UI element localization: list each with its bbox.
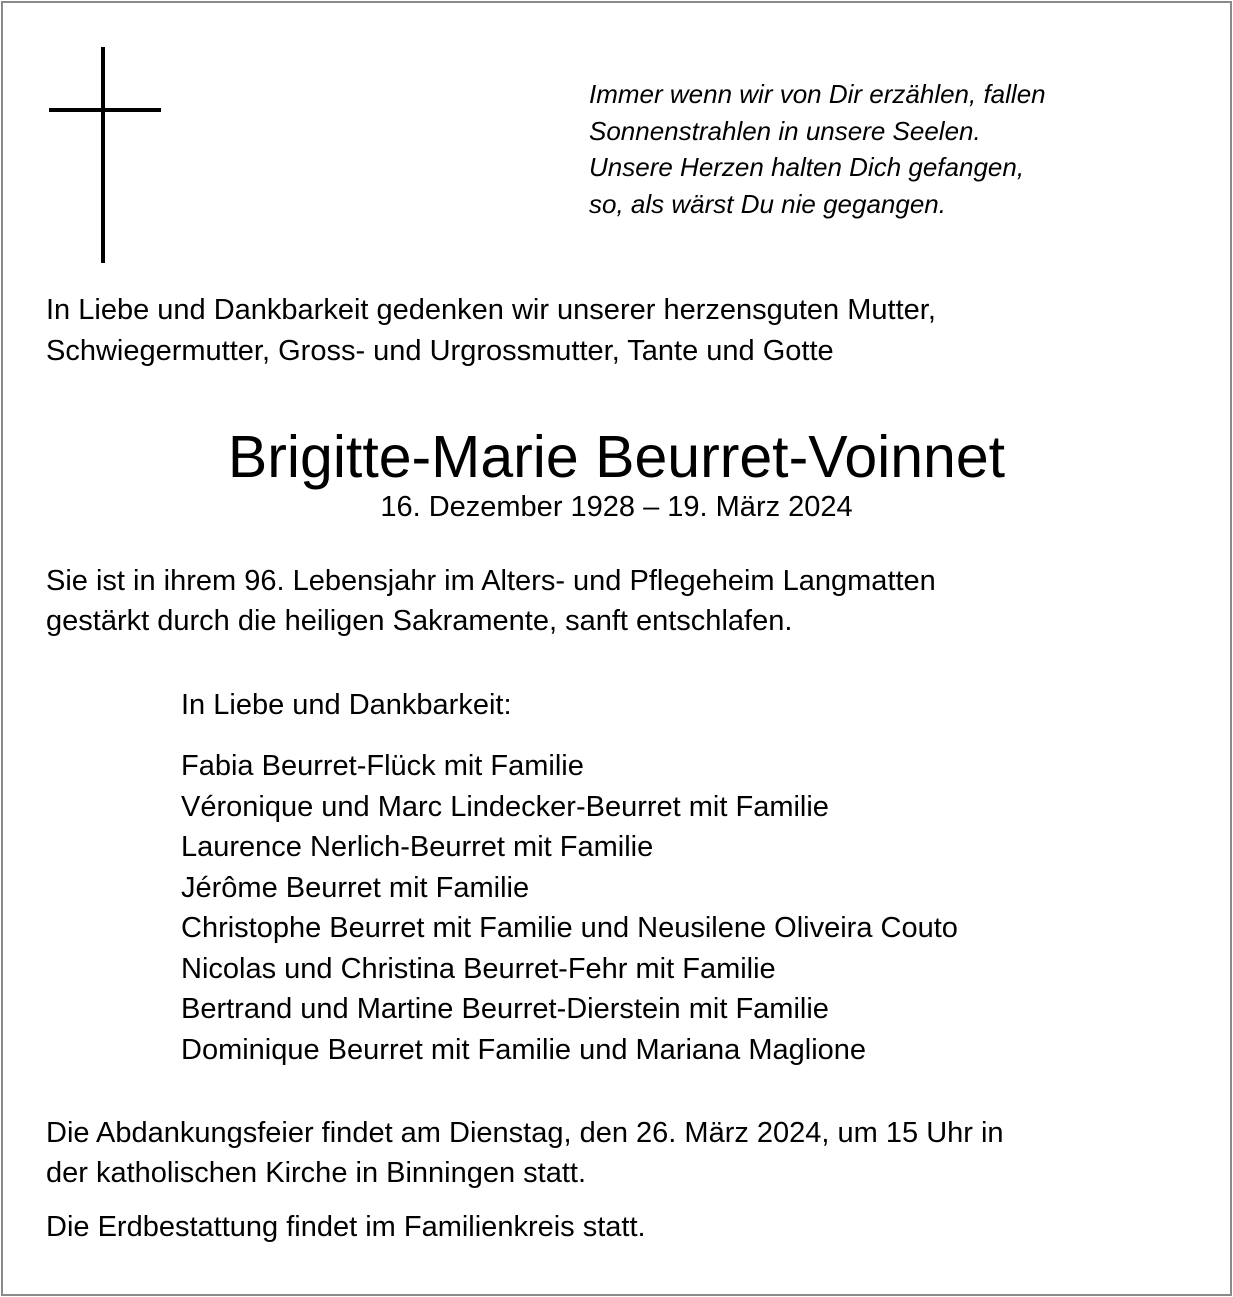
mourner-item: Fabia Beurret-Flück mit Familie — [181, 750, 584, 782]
deceased-name: Brigitte-Marie Beurret-Voinnet — [227, 424, 1006, 490]
verse-line: Sonnenstrahlen in unsere Seelen. — [589, 115, 981, 146]
mourners-list — [181, 746, 958, 1070]
ceremony-info — [46, 1113, 1004, 1193]
announcement-line: Sie ist in ihrem 96. Lebensjahr im Alters- und Pflegeheim Langmatten — [46, 565, 936, 597]
announcement-text — [46, 561, 936, 641]
burial-info: Die Erdbestattung findet im Familienkreis statt. — [46, 1211, 646, 1243]
ceremony-line: der katholischen Kirche in Binningen statt. — [46, 1157, 587, 1189]
intro-line: Schwiegermutter, Gross- und Urgrossmutter, Tante und Gotte — [46, 335, 834, 367]
mourner-item: Jérôme Beurret mit Familie — [181, 871, 530, 904]
cross-vertical-bar — [101, 47, 105, 263]
mourner-item: Laurence Nerlich-Beurret mit Familie — [181, 831, 654, 863]
memorial-verse — [589, 76, 1046, 222]
mourner-item: Nicolas und Christina Beurret-Fehr mit Familie — [181, 952, 776, 985]
verse-line: Immer wenn wir von Dir erzählen, fallen — [589, 79, 1046, 109]
mourners-heading: In Liebe und Dankbarkeit: — [181, 689, 512, 721]
verse-line: so, als wärst Du nie gegangen. — [589, 188, 946, 219]
mourner-item: Véronique und Marc Lindecker-Beurret mit Familie — [181, 790, 829, 823]
cross-icon — [49, 47, 161, 263]
life-dates: 16. Dezember 1928 – 19. März 2024 — [380, 491, 853, 523]
mourner-item: Bertrand und Martine Beurret-Dierstein mit Familie — [181, 993, 829, 1025]
mourner-item: Dominique Beurret mit Familie und Mariana Maglione — [181, 1033, 867, 1066]
intro-text — [46, 290, 936, 372]
mourner-item: Christophe Beurret mit Familie und Neusilene Oliveira Couto — [181, 912, 958, 944]
intro-line: In Liebe und Dankbarkeit gedenken wir unserer herzensguten Mutter, — [46, 294, 936, 326]
verse-line: Unsere Herzen halten Dich gefangen, — [589, 152, 1025, 182]
cross-horizontal-bar — [49, 108, 161, 112]
ceremony-line: Die Abdankungsfeier findet am Dienstag, den 26. März 2024, um 15 Uhr in — [46, 1117, 1004, 1149]
announcement-line: gestärkt durch die heiligen Sakramente, sanft entschlafen. — [46, 605, 793, 637]
